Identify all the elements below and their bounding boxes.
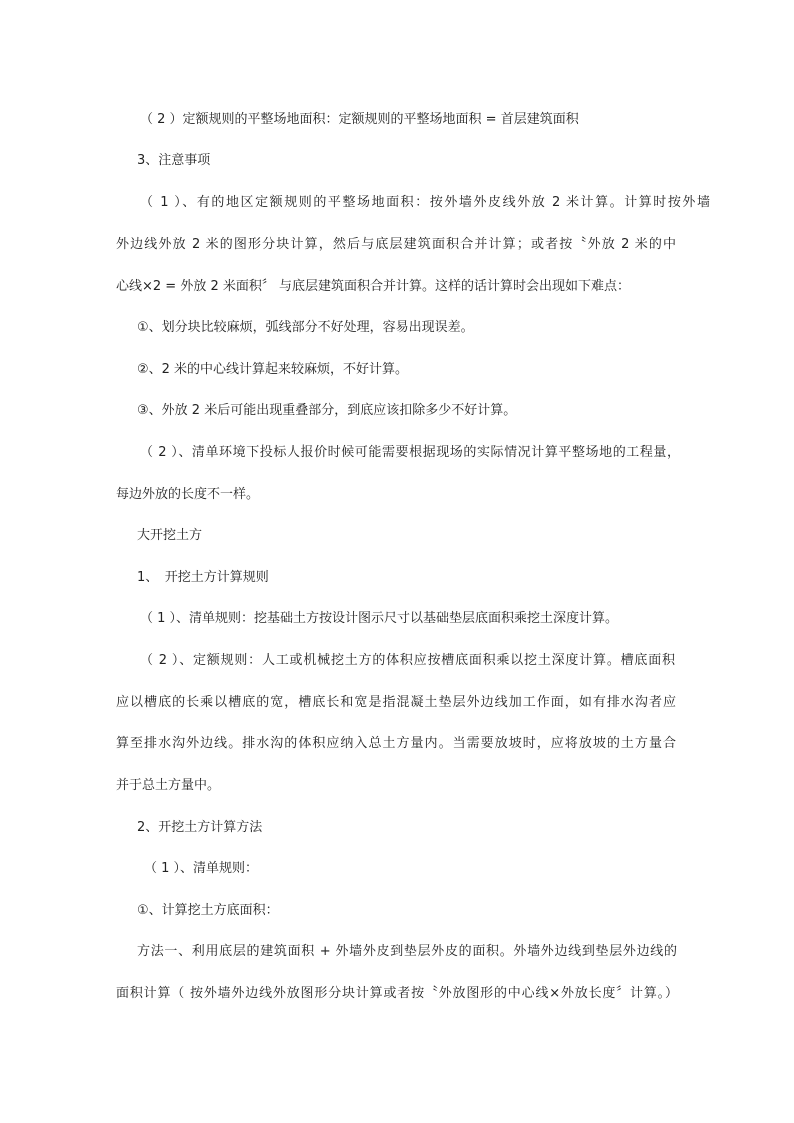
paragraph-line: （ 2 ）定额规则的平整场地面积：定额规则的平整场地面积 = 首层建筑面积 xyxy=(140,112,579,127)
paragraph-line: （ 2 ）、定额规则：人工或机械挖土方的体积应按槽底面积乘以挖土深度计算。槽底面积 xyxy=(140,653,675,668)
paragraph-line: 每边外放的长度不一样。 xyxy=(116,487,260,502)
section-heading: 1、 开挖土方计算规则 xyxy=(137,570,269,585)
paragraph-line: 面积计算（ 按外墙外边线外放图形分块计算或者按〝外放图形的中心线×外放长度〞计算。） xyxy=(116,986,678,1001)
paragraph-line: 并于总土方量中。 xyxy=(116,778,221,793)
list-item: ③、外放 2 米后可能出现重叠部分，到底应该扣除多少不好计算。 xyxy=(137,403,517,418)
section-heading: 大开挖土方 xyxy=(137,528,203,543)
paragraph-line: 心线×2 = 外放 2 米面积〞 与底层建筑面积合并计算。这样的话计算时会出现如下难点： xyxy=(116,279,630,294)
section-heading: 3、注意事项 xyxy=(137,153,211,168)
paragraph-line: （ 2 ）、清单环境下投标人报价时候可能需要根据现场的实际情况计算平整场地的工程量， xyxy=(140,445,680,460)
paragraph-line: 算至排水沟外边线。排水沟的体积应纳入总土方量内。当需要放坡时，应将放坡的土方量合 xyxy=(116,736,676,751)
list-item: ①、划分块比较麻烦，弧线部分不好处理，容易出现误差。 xyxy=(137,320,474,335)
paragraph-line: （ 1 ）、有的地区定额规则的平整场地面积：按外墙外皮线外放 2 米计算。计算时按外墙 xyxy=(140,195,710,210)
paragraph-line: 外边线外放 2 米的图形分块计算，然后与底层建筑面积合并计算；或者按〝外放 2 米的中 xyxy=(116,237,676,252)
paragraph-line: （ 1 ）、清单规则： xyxy=(144,861,259,876)
paragraph-line: 方法一、利用底层的建筑面积 + 外墙外皮到垫层外皮的面积。外墙外边线到垫层外边线的 xyxy=(137,944,677,959)
list-item: ①、计算挖土方底面积： xyxy=(137,903,279,918)
section-heading: 2、开挖土方计算方法 xyxy=(137,820,263,835)
paragraph-line: 应以槽底的长乘以槽底的宽，槽底长和宽是指混凝土垫层外边线加工作面，如有排水沟者应 xyxy=(116,695,676,710)
list-item: ②、2 米的中心线计算起来较麻烦，不好计算。 xyxy=(137,362,409,377)
paragraph-line: （ 1 ）、清单规则：挖基础土方按设计图示尺寸以基础垫层底面积乘挖土深度计算。 xyxy=(140,611,619,626)
